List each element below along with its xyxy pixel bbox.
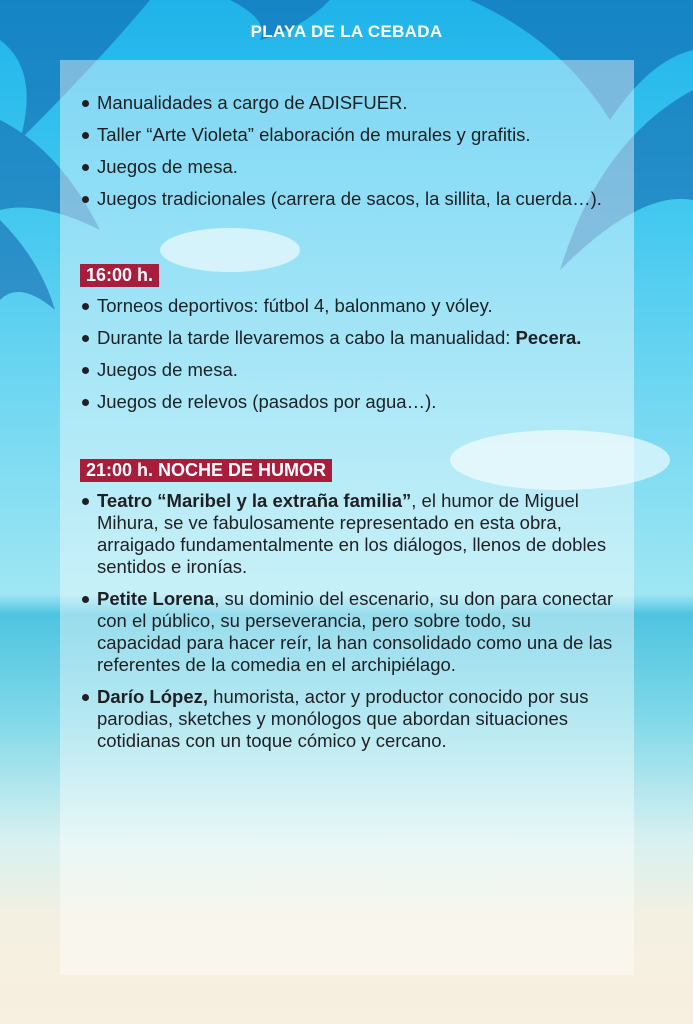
list-item: Teatro “Maribel y la extraña familia”, el humor de Miguel Mihura, se ve fabulosamente representado en esta obra, arraigado fundamentalmente en los diálogos, llenos de dobles sentidos e ironías.: [80, 490, 620, 578]
time-badge-night: 21:00 h. NOCHE DE HUMOR: [80, 459, 332, 482]
list-item: Juegos tradicionales (carrera de sacos, la sillita, la cuerda…).: [80, 188, 620, 210]
list-item: Juegos de mesa.: [80, 359, 620, 381]
list-item: Darío López, humorista, actor y productor conocido por sus parodias, sketches y monólogos que abordan situaciones cotidianas con un toque cómico y cercano.: [80, 686, 620, 752]
time-badge-afternoon: 16:00 h.: [80, 264, 159, 287]
schedule-content: [80, 92, 620, 762]
list-item: Petite Lorena, su dominio del escenario, su don para conectar con el público, su perseverancia, pero sobre todo, su capacidad para hacer reír, la han consolidado como una de las referentes de la comedia en el archipiélago.: [80, 588, 620, 676]
afternoon-list: [80, 295, 620, 413]
morning-list: [80, 92, 620, 210]
list-item: Taller “Arte Violeta” elaboración de murales y grafitis.: [80, 124, 620, 146]
list-item: Manualidades a cargo de ADISFUER.: [80, 92, 620, 114]
list-item: Juegos de mesa.: [80, 156, 620, 178]
list-item: Torneos deportivos: fútbol 4, balonmano y vóley.: [80, 295, 620, 317]
list-item: Juegos de relevos (pasados por agua…).: [80, 391, 620, 413]
list-item: Durante la tarde llevaremos a cabo la manualidad: Pecera.: [80, 327, 620, 349]
night-list: [80, 490, 620, 752]
page-title: PLAYA DE LA CEBADA: [250, 22, 443, 41]
